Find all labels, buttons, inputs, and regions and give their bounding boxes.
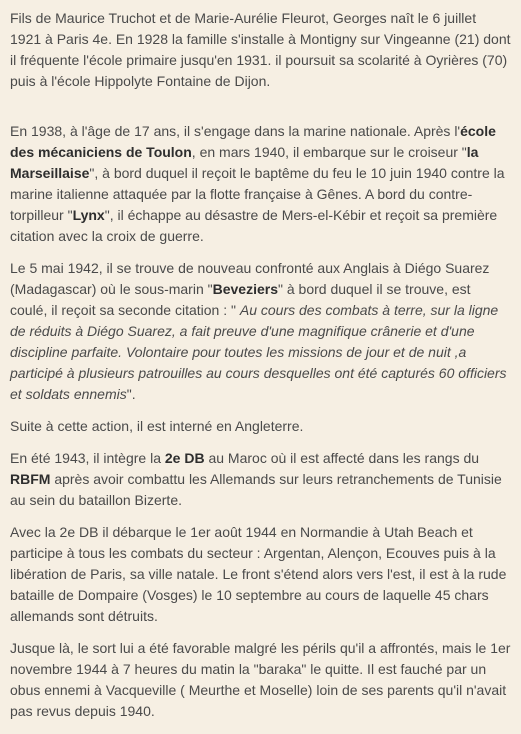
paragraph-diego-suarez (10, 258, 511, 405)
text-segment: ". (126, 386, 136, 402)
text-segment: ", il échappe au désastre de Mers-el-Kébir et reçoit sa première citation avec la croix de guerre. (10, 207, 498, 244)
paragraph-internment (10, 416, 511, 437)
school-name: école des mécaniciens de Toulon (10, 123, 496, 160)
text-segment: Jusque là, le sort lui a été favorable malgré les périls qu'il a affrontés, mais le 1er novembre 1944 à 7 heures du matin la "baraka" le quitte. Il est fauché par un obus ennemi à Vacqueville ( Meurthe et Moselle) loin de ses parents qu'il n'avait pas revus depuis 1940. (10, 640, 511, 719)
text-segment: Suite à cette action, il est interné en Angleterre. (10, 418, 304, 434)
text-segment: , en mars 1940, il embarque sur le croiseur " (191, 144, 467, 160)
submarine-name-beveziers: Beveziers (212, 281, 278, 297)
paragraph-early-life (10, 8, 511, 92)
text-segment: Avec la 2e DB il débarque le 1er août 1944 en Normandie à Utah Beach et participe à tous les combats du secteur : Argentan, Alençon, Ecouves puis à la libération de Paris, sa ville natale. Le front s'étend alors vers l'est, il est à la rude bataille de Dompaire (Vosges) le 10 septembre au cours de laquelle 45 chars allemands sont détruits. (10, 524, 507, 624)
text-segment: Le 5 mai 1942, il se trouve de nouveau confronté aux Anglais à Diégo Suarez (Madagascar) où le sous-marin " (10, 260, 490, 297)
unit-name-2e-db: 2e DB (164, 450, 205, 466)
paragraph-normandy (10, 522, 511, 627)
text-segment: ", à bord duquel il reçoit le baptême du feu le 10 juin 1940 contre la marine italienne attaquée par la flotte française à Gênes. A bord du contre-torpilleur " (10, 165, 505, 223)
text-segment: Fils de Maurice Truchot et de Marie-Aurélie Fleurot, Georges naît le 6 juillet 1921 à Paris 4e. En 1928 la famille s'installe à Montigny sur Vingeanne (21) dont il fréquente l'école primaire jusqu'en 1931. il poursuit sa scolarité à Oyrières (70) puis à l'école Hippolyte Fontaine de Dijon. (10, 10, 511, 89)
ship-name-lynx: Lynx (72, 207, 105, 223)
paragraph-death (10, 638, 511, 722)
text-segment: après avoir combattu les Allemands sur leurs retranchements de Tunisie au sein du bataillon Bizerte. (10, 471, 502, 508)
paragraph-navy-enlistment (10, 121, 511, 247)
text-segment: En 1938, à l'âge de 17 ans, il s'engage dans la marine nationale. Après l' (10, 123, 461, 139)
text-segment: En été 1943, il intègre la (10, 450, 165, 466)
unit-name-rbfm: RBFM (10, 471, 51, 487)
paragraph-2e-db (10, 448, 511, 511)
ship-name-marseillaise: la Marseillaise (10, 144, 479, 181)
citation-quote: Au cours des combats à terre, sur la ligne de réduits à Diégo Suarez, a fait preuve d'une magnifique crânerie et d'une discipline parfaite. Volontaire pour toutes les missions de jour et de nuit ,a participé à plusieurs patrouilles au cours desquelles ont été capturés 60 officiers et soldats ennemis (10, 302, 507, 402)
text-segment: au Maroc où il est affecté dans les rangs du (204, 450, 480, 466)
text-segment: " à bord duquel il se trouve, est coulé, il reçoit sa seconde citation : " (10, 281, 471, 318)
